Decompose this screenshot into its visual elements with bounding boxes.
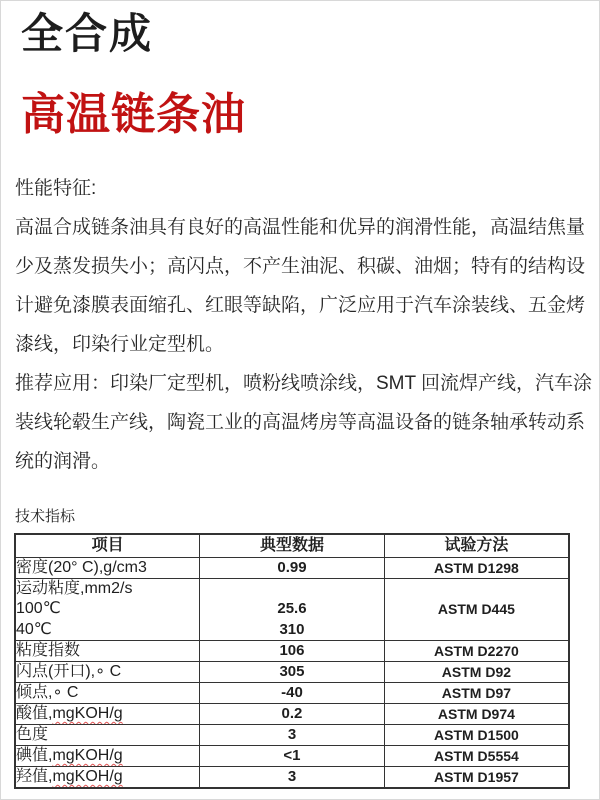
body-line: 统的润滑。: [15, 451, 111, 472]
method-cell: ASTM D1500: [384, 725, 569, 746]
performance-heading: 性能特征:: [15, 178, 97, 199]
item-label: 色度: [16, 726, 49, 743]
table-header-cell: 项目: [15, 534, 200, 557]
value-cell: 305: [200, 662, 385, 683]
method-cell: ASTM D974: [384, 704, 569, 725]
datasheet-page: [1, 1, 599, 789]
value-cell: [200, 578, 385, 641]
method-cell: ASTM D1298: [384, 557, 569, 578]
item-cell: [15, 662, 200, 683]
body-line: 计避免漆膜表面缩孔、红眼等缺陷，广泛应用于汽车涂装线、五金烤: [15, 295, 586, 316]
table-row: [15, 746, 569, 767]
value-cell: <1: [200, 746, 385, 767]
item-cell: [15, 704, 200, 725]
value-line: 25.6: [277, 600, 307, 617]
spec-table-body: [15, 557, 569, 788]
item-cell: [15, 725, 200, 746]
item-label: 羟值,: [16, 768, 53, 785]
method-cell: ASTM D97: [384, 683, 569, 704]
table-header-row: [15, 534, 569, 557]
item-line: 100℃: [16, 600, 61, 617]
table-row: [15, 704, 569, 725]
item-label: 碘值,: [16, 747, 53, 764]
value-cell: 106: [200, 641, 385, 662]
method-cell: ASTM D2270: [384, 641, 569, 662]
item-label: 倾点,∘ C: [16, 684, 79, 701]
item-label-unit: mgKOH/g: [52, 705, 123, 722]
table-header-cell: 典型数据: [200, 534, 385, 557]
item-label-unit: mgKOH/g: [52, 747, 123, 764]
table-row: [15, 767, 569, 789]
item-cell: [15, 746, 200, 767]
table-row: [15, 641, 569, 662]
item-cell: [15, 683, 200, 704]
item-line: 运动粘度,mm2/s: [16, 579, 133, 597]
spec-table: [14, 533, 570, 789]
item-cell: [15, 578, 200, 641]
body-line: 装线轮毂生产线，陶瓷工业的高温烤房等高温设备的链条轴承转动系: [15, 412, 586, 433]
table-row: [15, 557, 569, 578]
spec-table-head: [15, 534, 569, 557]
value-line: [200, 579, 384, 600]
body-line: 推荐应用：印染厂定型机，喷粉线喷涂线，SMT 回流焊产线，汽车涂: [15, 373, 593, 394]
value-cell: 0.2: [200, 704, 385, 725]
body-line: 高温合成链条油具有良好的高温性能和优异的润滑性能，高温结焦量: [15, 217, 586, 238]
table-header-cell: 试验方法: [384, 534, 569, 557]
body-line: 漆线，印染行业定型机。: [15, 334, 225, 355]
method-cell: ASTM D5554: [384, 746, 569, 767]
spec-heading: 技术指标: [15, 508, 76, 525]
value-cell: 3: [200, 725, 385, 746]
item-cell: [15, 557, 200, 578]
item-line: 40℃: [16, 620, 52, 638]
item-label: 酸值,: [16, 705, 53, 722]
body-line: 少及蒸发损失小；高闪点，不产生油泥、积碳、油烟；特有的结构设: [15, 256, 586, 277]
table-row: [15, 578, 569, 641]
method-cell: ASTM D92: [384, 662, 569, 683]
value-cell: -40: [200, 683, 385, 704]
value-cell: 0.99: [200, 557, 385, 578]
item-label-unit: mgKOH/g: [52, 768, 123, 785]
item-label: 粘度指数: [16, 642, 81, 659]
table-row: [15, 683, 569, 704]
item-cell: [15, 641, 200, 662]
product-title: 高温链条油: [21, 90, 246, 139]
table-row: [15, 662, 569, 683]
value-cell: 3: [200, 767, 385, 789]
performance-text: [15, 208, 593, 481]
value-line: 310: [279, 620, 305, 638]
item-label: 闪点(开口),∘ C: [16, 663, 122, 680]
page-title: 全合成: [21, 10, 154, 57]
table-row: [15, 725, 569, 746]
method-cell: ASTM D445: [384, 578, 569, 641]
item-label: 密度(20° C),g/cm3: [16, 558, 147, 576]
method-cell: ASTM D1957: [384, 767, 569, 789]
item-cell: [15, 767, 200, 789]
performance-section: [15, 169, 593, 481]
